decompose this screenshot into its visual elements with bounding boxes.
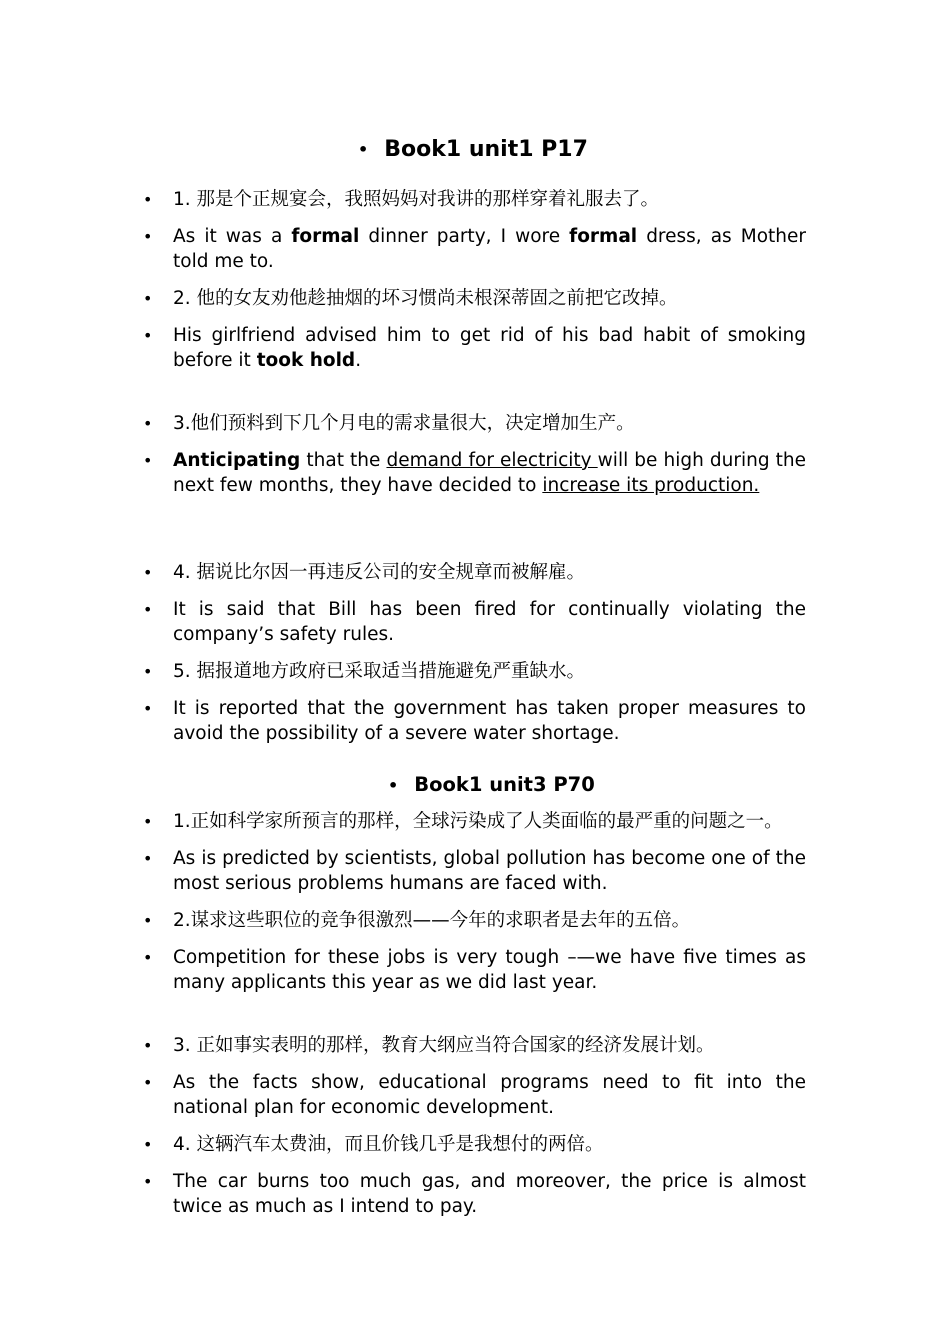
text-run: dress, as Mother told me to.	[173, 226, 806, 272]
bullet-icon: •	[143, 812, 153, 831]
english-translation	[173, 324, 806, 373]
bullet-icon: •	[143, 1135, 153, 1154]
english-translation: As is predicted by scientists, global pollution has become one of the most serious problems humans are faced with.	[173, 848, 806, 894]
text-run: that the	[300, 450, 387, 471]
bold-keyword: took hold	[256, 349, 356, 371]
bullet-icon: •	[143, 326, 153, 345]
bullet-icon: •	[143, 911, 153, 930]
english-translation: Competition for these jobs is very tough –—we have five times as many applicants this year as we did last year.	[173, 947, 806, 993]
bullet-icon: •	[143, 289, 153, 308]
english-translation	[173, 225, 806, 274]
chinese-sentence: 3.他们预料到下几个月电的需求量很大，决定增加生产。	[173, 413, 635, 434]
bullet-icon: •	[143, 1073, 153, 1092]
bullet-icon: •	[143, 699, 153, 718]
bullet-icon: •	[143, 849, 153, 868]
bullet-icon: •	[143, 563, 153, 582]
bullet-icon: •	[143, 662, 153, 681]
bullet-icon: •	[358, 140, 369, 159]
chinese-sentence: 1.正如科学家所预言的那样，全球污染成了人类面临的最严重的问题之一。	[173, 811, 783, 832]
english-translation: The car burns too much gas, and moreover, the price is almost twice as much as I intend to pay.	[173, 1171, 806, 1217]
bold-keyword: Anticipating	[173, 450, 301, 471]
section-heading-text: Book1 unit3 P70	[414, 773, 595, 796]
section-heading	[388, 772, 595, 799]
chinese-sentence: 4. 这辆汽车太费油，而且价钱几乎是我想付的两倍。	[173, 1134, 604, 1155]
chinese-sentence: 4. 据说比尔因一再违反公司的安全规章而被解雇。	[173, 562, 586, 583]
bullet-icon: •	[143, 451, 153, 470]
underlined-phrase: increase its production.	[542, 474, 760, 496]
chinese-sentence: 1. 那是个正规宴会，我照妈妈对我讲的那样穿着礼服去了。	[173, 189, 660, 210]
bold-keyword: formal	[569, 226, 638, 247]
bullet-icon: •	[143, 1036, 153, 1055]
chinese-sentence: 2. 他的女友劝他趁抽烟的坏习惯尚未根深蒂固之前把它改掉。	[173, 288, 678, 309]
english-translation	[173, 449, 806, 498]
section-heading-text: Book1 unit1 P17	[384, 137, 588, 162]
underlined-phrase: demand for electricity	[386, 450, 598, 471]
bullet-icon: •	[143, 414, 153, 433]
bold-keyword: formal	[291, 226, 360, 247]
text-run: .	[355, 349, 362, 371]
bullet-icon: •	[143, 948, 153, 967]
chinese-sentence: 2.谋求这些职位的竞争很激烈——今年的求职者是去年的五倍。	[173, 910, 691, 931]
text-run: His girlfriend advised him to get rid of his bad habit of smoking before it	[173, 325, 806, 371]
english-translation: It is reported that the government has taken proper measures to avoid the possibility of a severe water shortage.	[173, 698, 806, 744]
text-run: As it was a	[173, 226, 292, 247]
chinese-sentence: 5. 据报道地方政府已采取适当措施避免严重缺水。	[173, 661, 586, 682]
chinese-sentence: 3. 正如事实表明的那样，教育大纲应当符合国家的经济发展计划。	[173, 1035, 715, 1056]
bullet-icon: •	[143, 190, 153, 209]
text-run: dinner party, I wore	[359, 226, 570, 247]
bullet-icon: •	[143, 1172, 153, 1191]
bullet-icon: •	[143, 227, 153, 246]
english-translation: As the facts show, educational programs need to fit into the national plan for economic development.	[173, 1072, 806, 1118]
bullet-icon: •	[143, 600, 153, 619]
section-heading	[358, 137, 588, 163]
text-run: will be high during the next few months, they have decided to	[173, 450, 807, 496]
bullet-icon: •	[388, 775, 399, 795]
english-translation: It is said that Bill has been fired for continually violating the company’s safety rules.	[173, 599, 806, 645]
